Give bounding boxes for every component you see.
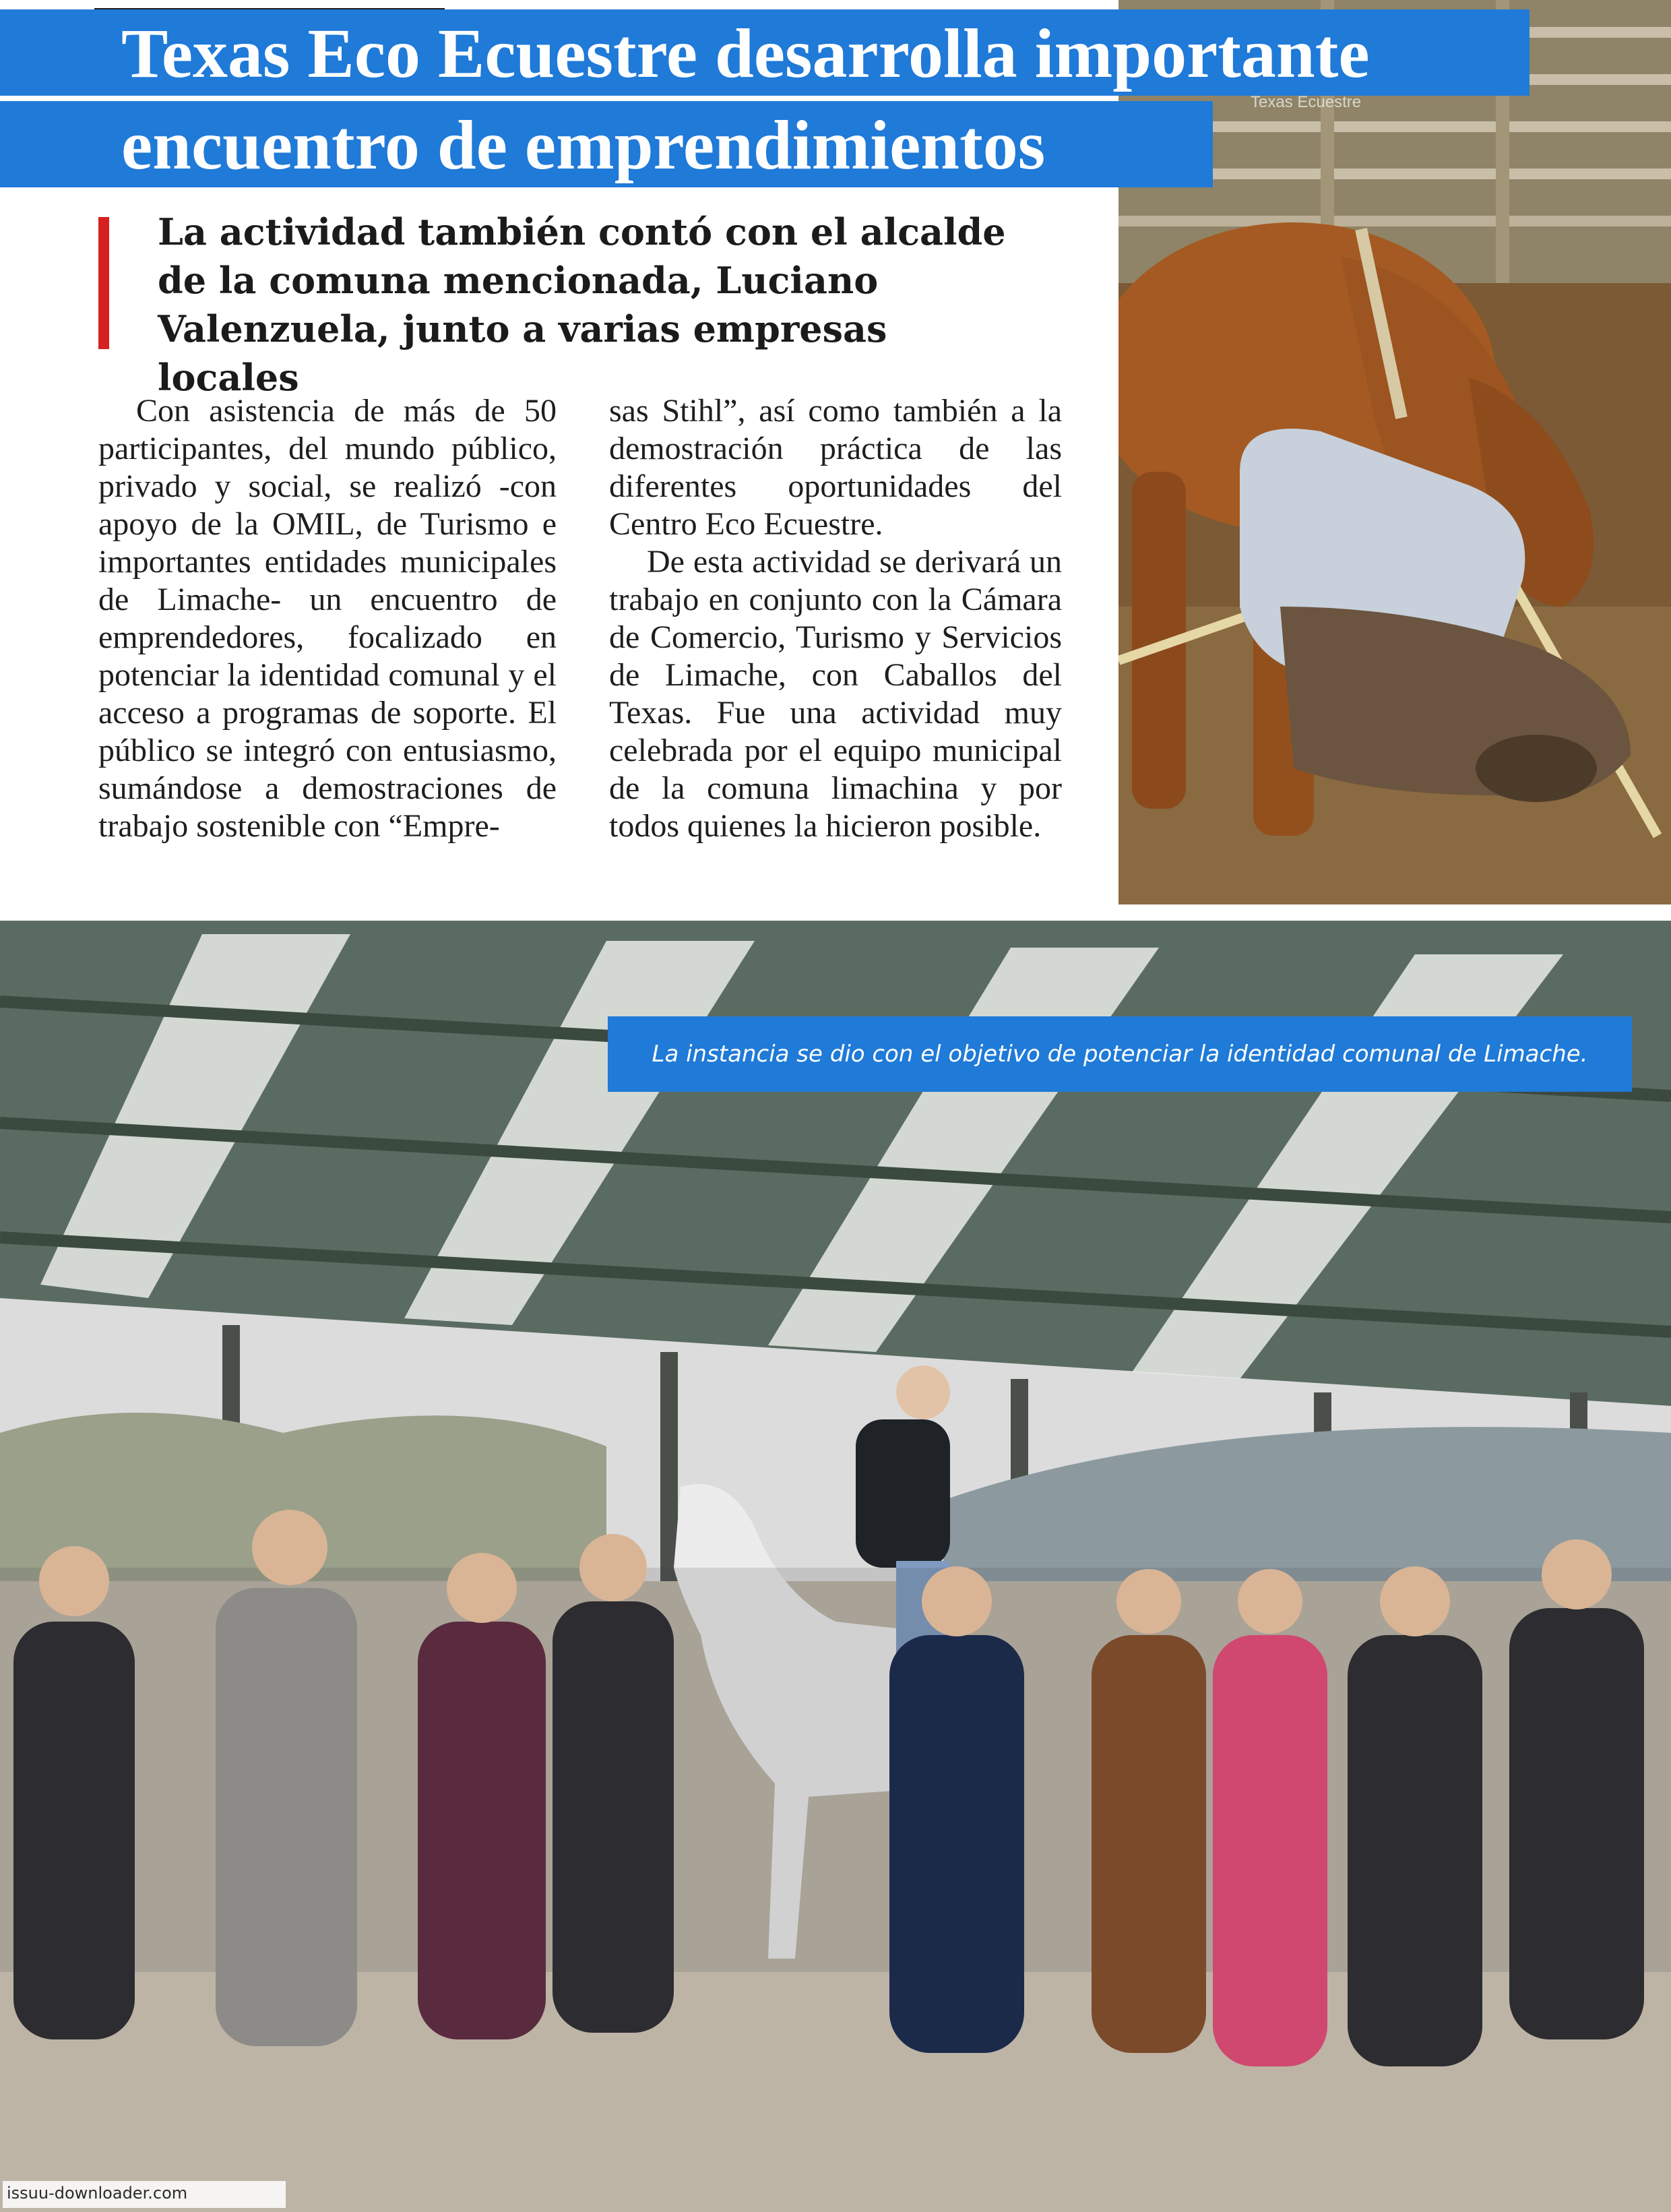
photo-caption: La instancia se dio con el objetivo de potenciar la identidad comunal de Limache.	[608, 1016, 1632, 1092]
photo-credit: Texas Ecuestre	[1251, 93, 1362, 111]
body-column-2	[609, 392, 1062, 891]
group-photo-illustration	[0, 921, 1671, 2212]
subheadline-accent-bar	[98, 217, 109, 349]
body-column-1	[98, 392, 557, 891]
body-paragraph: sas Stihl”, así como también a la demostración práctica de las diferentes oportunidades del Centro Eco Ecuestre.	[609, 393, 1062, 542]
headline-line-2: encuentro de emprendimientos	[0, 101, 1213, 187]
watermark: issuu-downloader.com	[3, 2181, 286, 2208]
headline-line-1: Texas Eco Ecuestre desarrolla importante	[0, 9, 1530, 96]
body-paragraph: Con asistencia de más de 50 participantes, del mundo público, privado y social, se realizó -con apoyo de la OMIL, de Turismo e importantes entidades municipales de Limache- un encuentro de emprendedores, focalizado en potenciar la identidad comunal y el acceso a programas de soporte. El público se integró con entusiasmo, sumándose a demostraciones de trabajo sostenible con “Empre-	[98, 393, 557, 844]
body-paragraph: De esta actividad se derivará un trabajo en conjunto con la Cámara de Comercio, Turismo y Servicios de Limache, con Caballos del Texas. Fue una actividad muy celebrada por el equipo municipal de la comuna limachina y por todos quienes la hicieron posible.	[609, 544, 1062, 844]
group-photo	[0, 921, 1671, 2212]
subheadline: La actividad también contó con el alcalde de la comuna mencionada, Luciano Valenzuela, junto a varias empresas locales	[158, 210, 1006, 399]
